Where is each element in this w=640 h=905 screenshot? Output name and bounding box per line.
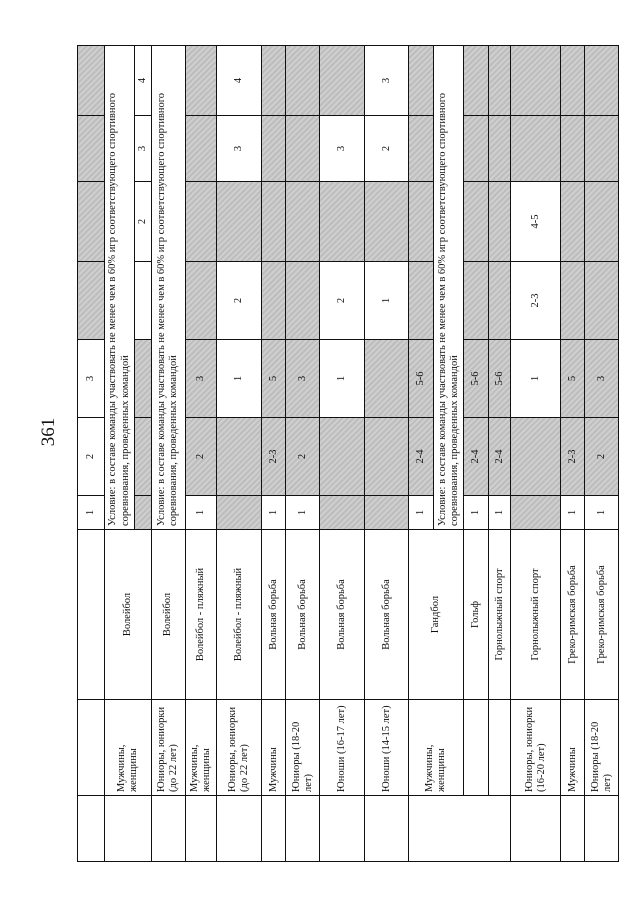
- page-number: 361: [38, 417, 59, 447]
- table-cell: [409, 116, 434, 182]
- table-cell: [511, 496, 560, 530]
- table-cell: [319, 796, 364, 862]
- table-cell: [135, 496, 152, 530]
- table-cell: 3: [78, 340, 105, 418]
- group-cell: Мужчины, женщины: [185, 700, 216, 796]
- table-cell: 5: [560, 340, 585, 418]
- table-cell: [216, 796, 261, 862]
- table-cell: [78, 530, 105, 700]
- table-cell: 5-6: [489, 340, 511, 418]
- table-cell: 1: [364, 262, 409, 340]
- table-cell: [560, 182, 585, 262]
- condition-cell: Условие: в составе команды участвовать не менее чем в 60% игр соответствующего спортивного соревнования, проведенных командой: [104, 46, 134, 530]
- table-cell: [261, 796, 286, 862]
- sport-cell: Греко-римская борьба: [560, 530, 585, 700]
- table-row: [560, 46, 585, 862]
- table-cell: 5-6: [464, 340, 489, 418]
- table-row: [464, 46, 489, 862]
- condition-cell: Условие: в составе команды участвовать не менее чем в 60% игр соответствующего спортивного соревнования, проведенных командой: [434, 46, 464, 530]
- table-cell: 2: [135, 182, 152, 262]
- table-cell: 1: [216, 340, 261, 418]
- table-cell: [319, 418, 364, 496]
- table-cell: 2: [216, 262, 261, 340]
- table-row: [511, 46, 560, 862]
- table-cell: [216, 496, 261, 530]
- table-cell: [78, 116, 105, 182]
- table-cell: [511, 46, 560, 116]
- table-cell: 2-3: [511, 262, 560, 340]
- table-cell: [135, 418, 152, 496]
- table-cell: 2-3: [261, 418, 286, 496]
- condition-cell: Условие: в составе команды участвовать не менее чем в 60% игр соответствующего спортивного соревнования, проведенных командой: [152, 46, 186, 530]
- table-cell: [409, 182, 434, 262]
- table-row: [409, 46, 434, 862]
- table-cell: [286, 46, 320, 116]
- table-cell: [409, 796, 511, 862]
- table-cell: 1: [511, 340, 560, 418]
- table-cell: [364, 340, 409, 418]
- table-row: [104, 46, 134, 862]
- group-cell: [489, 700, 511, 796]
- group-cell: Мужчины, женщины: [104, 700, 151, 796]
- table-cell: [464, 182, 489, 262]
- table-cell: 1: [261, 496, 286, 530]
- table-cell: 3: [135, 116, 152, 182]
- table-row: [364, 46, 409, 862]
- table-cell: [261, 116, 286, 182]
- table-cell: [78, 796, 105, 862]
- table-cell: 4-5: [511, 182, 560, 262]
- table-cell: [364, 182, 409, 262]
- table-cell: [185, 796, 216, 862]
- sport-cell: Волейбол: [104, 530, 151, 700]
- table-row: [286, 46, 320, 862]
- table-cell: [489, 116, 511, 182]
- table-cell: [185, 262, 216, 340]
- table-cell: 4: [216, 46, 261, 116]
- table-cell: [286, 796, 320, 862]
- table-cell: [135, 262, 152, 340]
- table-cell: 1: [585, 496, 619, 530]
- table-cell: [585, 262, 619, 340]
- table-cell: [78, 262, 105, 340]
- table-cell: [286, 182, 320, 262]
- table-cell: 2: [364, 116, 409, 182]
- table-cell: [585, 46, 619, 116]
- sport-cell: Волейбол - пляжный: [185, 530, 216, 700]
- table-cell: 1: [409, 496, 434, 530]
- table-row: [185, 46, 216, 862]
- table-cell: [152, 796, 186, 862]
- table-cell: 2-4: [409, 418, 434, 496]
- group-cell: Юниоры (18-20 лет): [585, 700, 619, 796]
- table-cell: [585, 796, 619, 862]
- table-row: [216, 46, 261, 862]
- table-cell: 2: [585, 418, 619, 496]
- table-cell: [261, 46, 286, 116]
- sport-cell: Волейбол: [152, 530, 186, 700]
- table-cell: [560, 116, 585, 182]
- table-cell: 3: [286, 340, 320, 418]
- table-cell: 3: [216, 116, 261, 182]
- table-cell: [216, 418, 261, 496]
- table-cell: [78, 182, 105, 262]
- table-cell: 2-4: [489, 418, 511, 496]
- sport-cell: Волейбол - пляжный: [216, 530, 261, 700]
- table-cell: 2: [319, 262, 364, 340]
- table-cell: 2-4: [464, 418, 489, 496]
- table-cell: [560, 262, 585, 340]
- group-cell: Юниоры, юниорки (до 22 лет): [216, 700, 261, 796]
- table-cell: [489, 262, 511, 340]
- table-cell: [464, 262, 489, 340]
- table-cell: 1: [78, 496, 105, 530]
- group-cell: Юноши (16-17 лет): [319, 700, 364, 796]
- table-row: [319, 46, 364, 862]
- table-cell: [185, 116, 216, 182]
- table-cell: [511, 796, 560, 862]
- table-cell: [409, 262, 434, 340]
- table-cell: [364, 496, 409, 530]
- table-row: [261, 46, 286, 862]
- table-cell: [560, 796, 585, 862]
- sport-cell: Вольная борьба: [364, 530, 409, 700]
- group-cell: [464, 700, 489, 796]
- sport-cell: Вольная борьба: [261, 530, 286, 700]
- table-cell: 1: [319, 340, 364, 418]
- table-cell: [261, 262, 286, 340]
- group-cell: Юниоры, юниорки (до 22 лет): [152, 700, 186, 796]
- table-row: [152, 46, 186, 862]
- table-cell: 3: [319, 116, 364, 182]
- sport-cell: Вольная борьба: [286, 530, 320, 700]
- table-cell: 4: [135, 46, 152, 116]
- table-cell: [560, 46, 585, 116]
- table-cell: [489, 46, 511, 116]
- sport-cell: Греко-римская борьба: [585, 530, 619, 700]
- table-cell: [489, 182, 511, 262]
- table-cell: 1: [489, 496, 511, 530]
- table-rotated-container: [77, 46, 619, 862]
- sport-cell: Горнолыжный спорт: [489, 530, 511, 700]
- table-cell: 3: [364, 46, 409, 116]
- table-cell: 1: [560, 496, 585, 530]
- table-cell: 3: [585, 340, 619, 418]
- table-row: [585, 46, 619, 862]
- table-cell: [216, 182, 261, 262]
- table-cell: [185, 182, 216, 262]
- table-cell: [585, 182, 619, 262]
- sport-cell: Вольная борьба: [319, 530, 364, 700]
- table-cell: [104, 796, 151, 862]
- table-cell: 2-3: [560, 418, 585, 496]
- table-cell: 5-6: [409, 340, 434, 418]
- group-cell: Мужчины: [261, 700, 286, 796]
- group-cell: Юниоры, юниорки (16-20 лет): [511, 700, 560, 796]
- table-cell: [319, 496, 364, 530]
- table-cell: [409, 46, 434, 116]
- group-cell: Юноши (14-15 лет): [364, 700, 409, 796]
- table-cell: [78, 46, 105, 116]
- table-cell: 2: [185, 418, 216, 496]
- table-cell: 2: [286, 418, 320, 496]
- table-row: [489, 46, 511, 862]
- table-cell: [261, 182, 286, 262]
- table-cell: [464, 46, 489, 116]
- table-cell: 1: [464, 496, 489, 530]
- table-cell: [511, 418, 560, 496]
- table-cell: [364, 796, 409, 862]
- table-row: [78, 46, 105, 862]
- table-cell: [135, 340, 152, 418]
- sports-ranking-table: [77, 45, 619, 862]
- table-cell: 3: [185, 340, 216, 418]
- table-cell: [78, 700, 105, 796]
- table-cell: [364, 418, 409, 496]
- table-cell: [511, 116, 560, 182]
- table-cell: 1: [185, 496, 216, 530]
- group-cell: Мужчины: [560, 700, 585, 796]
- table-cell: 1: [286, 496, 320, 530]
- table-cell: [286, 116, 320, 182]
- table-cell: [585, 116, 619, 182]
- sport-cell: Горнолыжный спорт: [511, 530, 560, 700]
- table-cell: [319, 182, 364, 262]
- sport-cell: Гандбол: [409, 530, 464, 700]
- table-cell: 5: [261, 340, 286, 418]
- table-cell: 2: [78, 418, 105, 496]
- table-cell: [286, 262, 320, 340]
- group-cell: Юниоры (18-20 лет): [286, 700, 320, 796]
- table-cell: [185, 46, 216, 116]
- table-cell: [464, 116, 489, 182]
- group-cell: Мужчины, женщины: [409, 700, 464, 796]
- table-cell: [319, 46, 364, 116]
- sport-cell: Гольф: [464, 530, 489, 700]
